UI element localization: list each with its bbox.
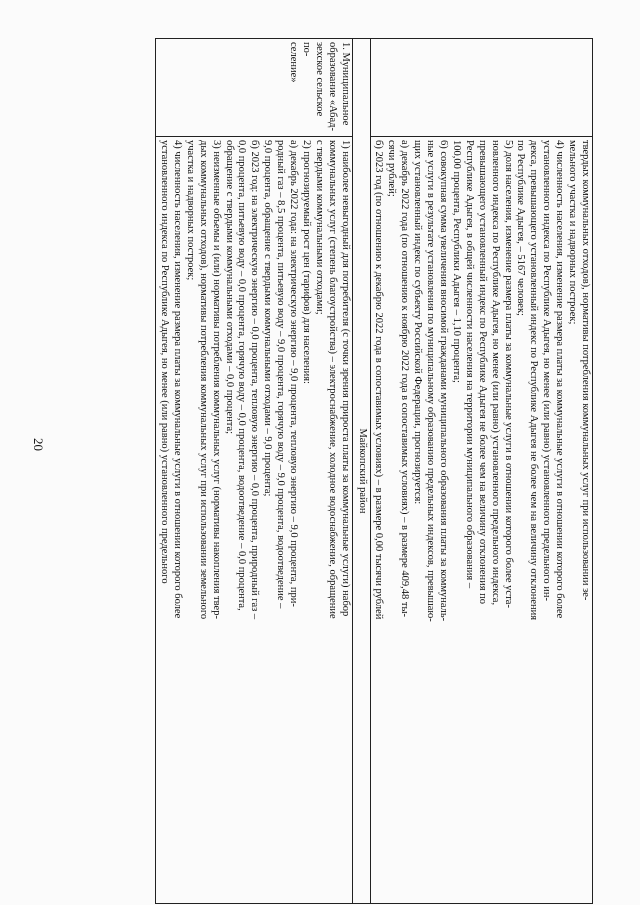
- text-line: твердых коммунальных отходов), нормативы потребления коммунальных услуг при использовании зе-: [580, 140, 591, 601]
- text-line: установленного индекса по Республике Адыгея, но менее (или равно) установленного предельного: [159, 140, 170, 584]
- text-line: 3) неизменные объемы и (или) нормативы потребления коммунальных услуг (нормативы накопления твер-: [210, 140, 222, 619]
- text-line: превышающего установленный индекс по Республике Адыгея не более чем на величину отклонения по: [476, 140, 488, 605]
- text-line: декса, превышающего установленный индекс по Республике Адыгея не более чем на величину отклонения: [528, 140, 540, 621]
- page-number: 20: [31, 438, 46, 451]
- text-line: обращение с твердыми коммунальными отходами – 0,0 процента;: [223, 140, 235, 435]
- empty-cell: [370, 39, 592, 137]
- municipality-line: селение»: [288, 42, 300, 83]
- details-cell: [156, 137, 353, 904]
- forecast-table: [155, 38, 593, 904]
- text-line: по Республике Адыгея, – 5167 человек;: [515, 140, 527, 316]
- text-line: 6) совокупная сумма увеличения вносимой гражданами муниципального образования платы за коммуналь-: [438, 140, 450, 622]
- municipality-line: зехское сельское по-: [300, 42, 325, 117]
- text-line: б) 2023 год (по отношению к декабрю 2022 года в сопоставимых условиях) – в размере 0,00 тысячи рублей: [373, 140, 385, 620]
- text-line: 100,00 процента, Республики Адыгея – 1,10 процента;: [450, 140, 462, 383]
- municipality-line: 1. Муниципальное: [339, 42, 351, 126]
- text-line: сячи рублей;: [386, 140, 398, 197]
- municipality-cell: [156, 39, 353, 137]
- text-line: 4) численность населения, изменение размера платы за коммунальные услуги в отношении которого более: [171, 140, 183, 619]
- rotated-table-wrapper: [53, 38, 593, 903]
- municipality-line: образование «Абад-: [326, 42, 338, 131]
- region-title: Майкопский район: [352, 39, 370, 904]
- text-line: дых коммунальных отходов), нормативы потребления коммунальных услуг при использовании земельного: [197, 140, 209, 620]
- continuation-cell: [370, 137, 592, 904]
- text-line: а) декабрь 2022 года: на электрическую энергию – 9,0 процента, тепловую энергию – 9,0 процента, при-: [288, 140, 300, 607]
- text-line: ные услуги в результате установления по муниципальному образованию предельных индексов, превышаю-: [425, 140, 437, 622]
- text-line: 9,0 процента, обращение с твердыми коммунальными отходами – 9,0 процента;: [262, 140, 274, 497]
- text-line: Республике Адыгея, в общей численности населения на территории муниципального образования –: [463, 140, 475, 589]
- text-line: б) 2023 год: на электрическую энергию – 0,0 процента, тепловую энергию – 0,0 процента, природный газ –: [249, 140, 261, 620]
- text-line: родный газ – 8,5 процента, питьевую воду – 9,0 процента, горячую воду – 9,0 процента, водоотведение –: [275, 140, 287, 609]
- text-line: 0,0 процента, питьевую воду – 0,0 процента, горячую воду – 0,0 процента, водоотведение – 0,0 процента,: [236, 140, 248, 611]
- text-line: щих установленный индекс по субъекту Российской Федерации, прогнозируется:: [412, 140, 424, 505]
- text-line: мельного участка и надворных построек;: [567, 140, 579, 325]
- text-line: 2) прогнозируемый рост цен (тарифов) для населения:: [300, 140, 312, 384]
- text-line: коммунальных услуг (степень благоустройства) – электроснабжение, холодное водоснабжение, обращение: [326, 140, 338, 619]
- table-row: [352, 39, 370, 904]
- table-row: [156, 39, 353, 904]
- text-line: с твердыми коммунальными отходами;: [313, 140, 325, 315]
- text-line: участка и надворных построек;: [184, 140, 196, 281]
- text-line: 5) доля населения, изменение размера платы за коммунальные услуги в отношении которого более уста-: [502, 140, 514, 608]
- text-line: 1) наиболее невыгодный для потребителя (с точки зрения прироста платы за коммунальные услуги) набор: [339, 140, 351, 617]
- text-line: установленного индекса по Республике Адыгея, но менее (или равно) установленного предельного ин-: [541, 140, 553, 601]
- text-line: новленного индекса по Республике Адыгея, но менее (или равно) установленного предельного индекса,: [489, 140, 501, 606]
- text-line: а) декабрь 2022 года (по отношению к ноябрю 2022 года в сопоставимых условиях) – в размере 409,48 ты-: [399, 140, 411, 618]
- table-row: [370, 39, 592, 904]
- text-line: 4) численность населения, изменение размера платы за коммунальные услуги в отношении которого более: [554, 140, 566, 619]
